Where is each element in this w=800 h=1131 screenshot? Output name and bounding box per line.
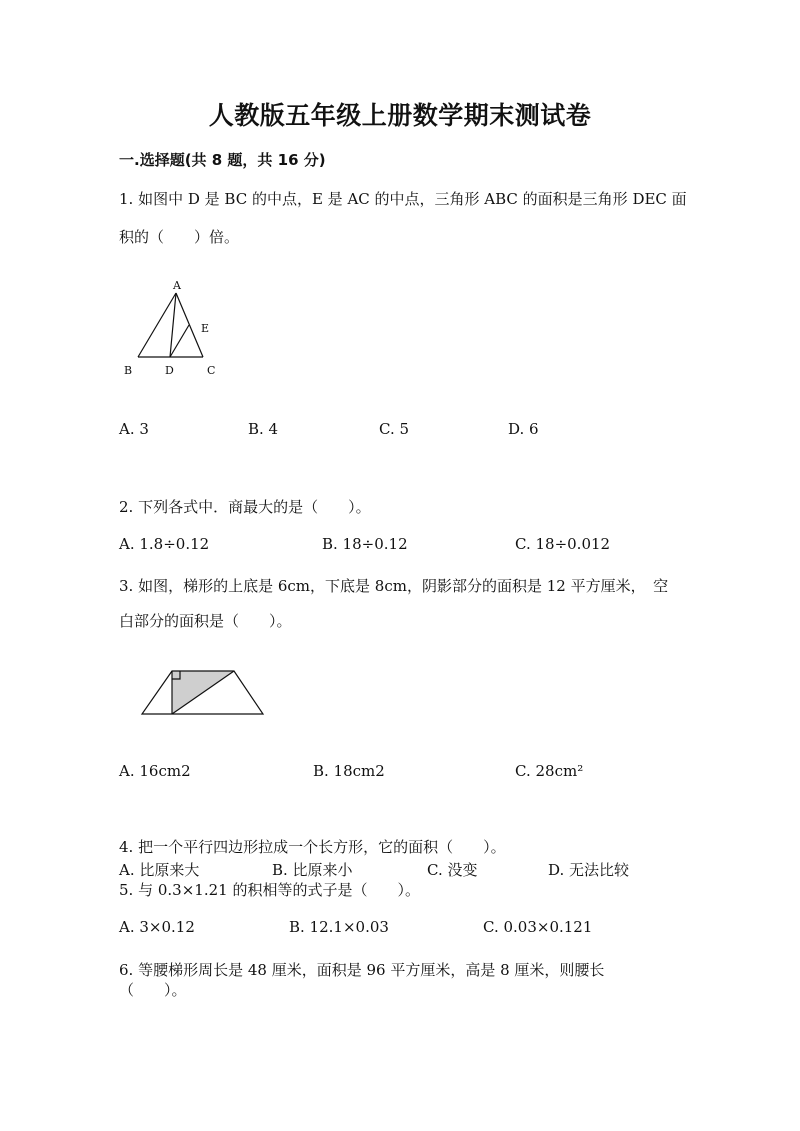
question-1-line-1: 1. 如图中 D 是 BC 的中点，E 是 AC 的中点，三角形 ABC 的面积是三角形 DEC 面 (119, 190, 687, 208)
question-6-line-1: 6. 等腰梯形周长是 48 厘米，面积是 96 平方厘米，高是 8 厘米，则腰长 (119, 961, 605, 979)
q3-option-a[interactable]: A. 16cm2 (119, 762, 191, 780)
q4-option-b[interactable]: B. 比原来小 (272, 861, 353, 879)
q1-option-b[interactable]: B. 4 (248, 420, 279, 438)
q2-option-a[interactable]: A. 1.8÷0.12 (119, 535, 210, 553)
q1-option-c[interactable]: C. 5 (379, 420, 410, 438)
question-4-line-1: 4. 把一个平行四边形拉成一个长方形，它的面积（ ）。 (119, 838, 506, 856)
q5-option-a[interactable]: A. 3×0.12 (119, 918, 195, 936)
label-c: C (207, 364, 216, 377)
page-title: 人教版五年级上册数学期末测试卷 (208, 101, 592, 130)
q1-option-d[interactable]: D. 6 (508, 420, 539, 438)
q4-option-d[interactable]: D. 无法比较 (548, 861, 630, 879)
label-a: A (173, 279, 181, 292)
question-2-line-1: 2. 下列各式中．商最大的是（ ）。 (119, 498, 371, 516)
q5-option-b[interactable]: B. 12.1×0.03 (289, 918, 389, 936)
question-6-line-2: （ ）。 (119, 981, 187, 999)
label-e: E (201, 322, 210, 335)
q3-option-b[interactable]: B. 18cm2 (313, 762, 385, 780)
section-heading: 一.选择题(共 8 题，共 16 分) (119, 151, 326, 169)
q4-option-c[interactable]: C. 没变 (427, 861, 478, 879)
q2-option-b[interactable]: B. 18÷0.12 (322, 535, 408, 553)
triangle-figure (112, 276, 232, 380)
question-3-line-2: 白部分的面积是（ ）。 (119, 612, 292, 630)
label-d: D (165, 364, 174, 377)
q1-option-a[interactable]: A. 3 (119, 420, 149, 438)
question-1-line-2: 积的（ ）倍。 (119, 228, 240, 246)
label-b: B (124, 364, 133, 377)
question-5-line-1: 5. 与 0.3×1.21 的积相等的式子是（ ）。 (119, 881, 420, 899)
q5-option-c[interactable]: C. 0.03×0.121 (483, 918, 593, 936)
trapezoid-figure (138, 665, 268, 719)
q2-option-c[interactable]: C. 18÷0.012 (515, 535, 611, 553)
q4-option-a[interactable]: A. 比原来大 (119, 861, 200, 879)
question-3-line-1: 3. 如图，梯形的上底是 6cm，下底是 8cm，阴影部分的面积是 12 平方厘米， 空 (119, 577, 669, 595)
q3-option-c[interactable]: C. 28cm² (515, 762, 584, 780)
segment-ac (176, 293, 203, 357)
